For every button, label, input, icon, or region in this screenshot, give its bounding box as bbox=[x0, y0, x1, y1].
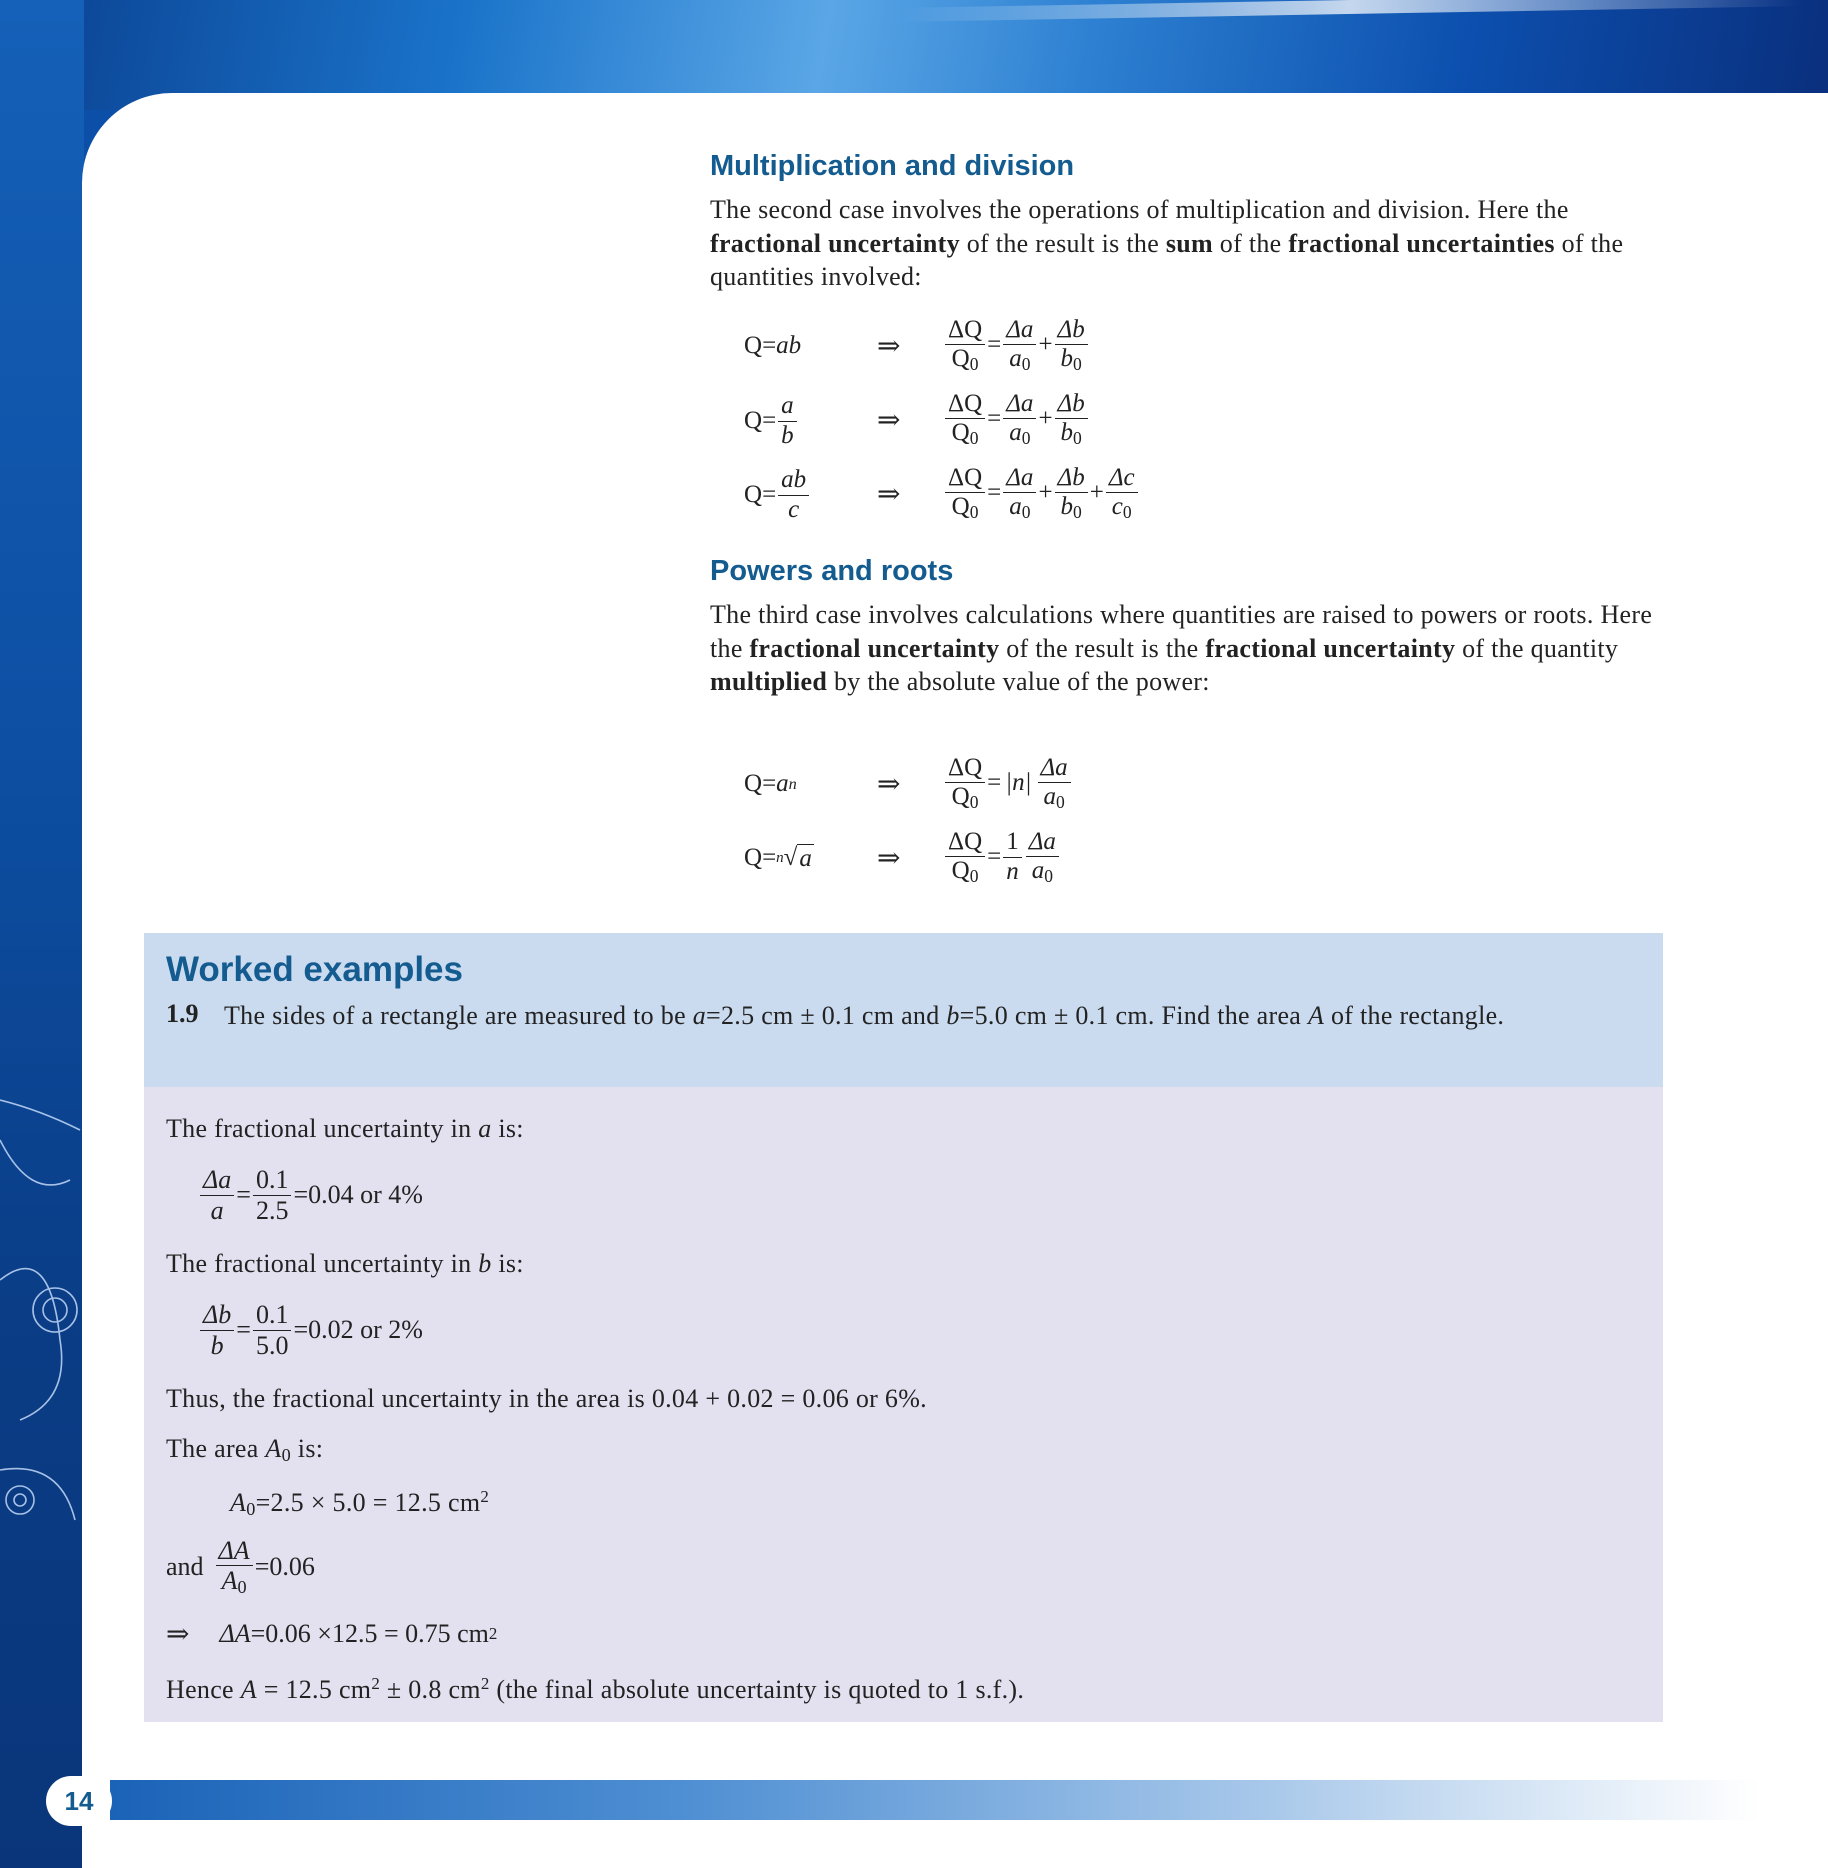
equation-root: Q = n √ a bbox=[744, 844, 812, 872]
solution-area-intro: The area $A_0$ is: bbox=[166, 1434, 324, 1465]
left-margin-band bbox=[0, 0, 84, 1868]
example-question: The sides of a rectangle are measured to be a=2.5 cm ± 0.1 cm and b=5.0 cm ± 0.1 cm. Find the area A of the rectangle. bbox=[224, 1001, 1505, 1030]
footer-bar bbox=[110, 1780, 1760, 1820]
section-heading-multiplication: Multiplication and division bbox=[710, 150, 1075, 182]
section2-paragraph: The third case involves calculations where quantities are raised to powers or roots. Here the fractional uncertainty of the result is the fractional uncertainty of the quantity multiplied by the absolute value of the power: bbox=[710, 600, 1653, 696]
section-heading-powers: Powers and roots bbox=[710, 555, 954, 587]
equation-power-uncertainty: $\frac{\Delta Q}{Q_0}$ = |n| $\frac{\Delta a}{a_0}$ bbox=[943, 750, 1073, 816]
worked-examples-title: Worked examples bbox=[166, 950, 463, 989]
solution-and-fraction: and $\frac{\Delta A}{A_0}$ =0.06 bbox=[166, 1535, 315, 1598]
implies-arrow-2: ⇒ bbox=[877, 405, 901, 436]
solution-line-a-intro: The fractional uncertainty in a is: bbox=[166, 1114, 524, 1143]
equation-quotient-uncertainty: $\frac{\Delta Q}{Q_0}$ = $\frac{\Delta a}{a_0}$ + $\frac{\Delta b}{b_0}$ bbox=[943, 386, 1090, 452]
equation-power: Q = a n bbox=[744, 770, 797, 797]
section1-paragraph: The second case involves the operations of multiplication and division. Here the fractional uncertainty of the result is the sum of the fractional uncertainties of the quantities involved: bbox=[710, 195, 1624, 291]
solution-fraction-a: $\frac{\Delta a}{a}$ = $\frac{0.1}{2.5}$ =0.04 or 4% bbox=[198, 1162, 423, 1228]
solution-line-b-intro: The fractional uncertainty in b is: bbox=[166, 1249, 524, 1278]
implies-arrow-4: ⇒ bbox=[877, 769, 901, 800]
swirl-decoration-icon bbox=[0, 1040, 90, 1560]
equation-quotient: Q = $\frac{a}{b}$ bbox=[744, 388, 799, 454]
equation-product-uncertainty: $\frac{\Delta Q}{Q_0}$ = $\frac{\Delta a}{a_0}$ + $\frac{\Delta b}{b_0}$ bbox=[943, 312, 1090, 378]
equation-product: Q = ab bbox=[744, 332, 802, 359]
solution-area-value: $A_0=2.5 \times 5.0 = 12.5$ $cm^2$ bbox=[230, 1487, 490, 1519]
equation-root-uncertainty: $\frac{\Delta Q}{Q_0}$ = $\frac{1}{n}$ $\frac{\Delta a}{a_0}$ bbox=[943, 824, 1061, 890]
solution-area-uncertainty: Thus, the fractional uncertainty in the area is 0.04 + 0.02 = 0.06 or 6%. bbox=[166, 1384, 927, 1413]
implies-arrow-5: ⇒ bbox=[877, 843, 901, 874]
equation-product-quotient-uncertainty: $\frac{\Delta Q}{Q_0}$ = $\frac{\Delta a}{a_0}$ + $\frac{\Delta b}{b_0}$ + $\frac{\Delta c}{c_0}$ bbox=[943, 460, 1140, 526]
equation-product-quotient: Q = $\frac{ab}{c}$ bbox=[744, 462, 811, 528]
implies-arrow-3: ⇒ bbox=[877, 479, 901, 510]
solution-absolute-uncertainty: ⇒ ΔA =0.06 ×12.5 = 0.75 cm 2 bbox=[166, 1619, 498, 1650]
example-number: 1.9 bbox=[166, 999, 199, 1028]
implies-arrow-1: ⇒ bbox=[877, 331, 901, 362]
page-number: 14 bbox=[46, 1776, 112, 1826]
banner-light-streak bbox=[900, 0, 1800, 22]
solution-fraction-b: $\frac{\Delta b}{b}$ = $\frac{0.1}{5.0}$ =0.02 or 2% bbox=[198, 1297, 423, 1363]
solution-final-answer: Hence A = 12.5 $cm^2 \pm 0.8$ $cm^2$ (the final absolute uncertainty is quoted to 1 s.f.). bbox=[166, 1674, 1025, 1704]
